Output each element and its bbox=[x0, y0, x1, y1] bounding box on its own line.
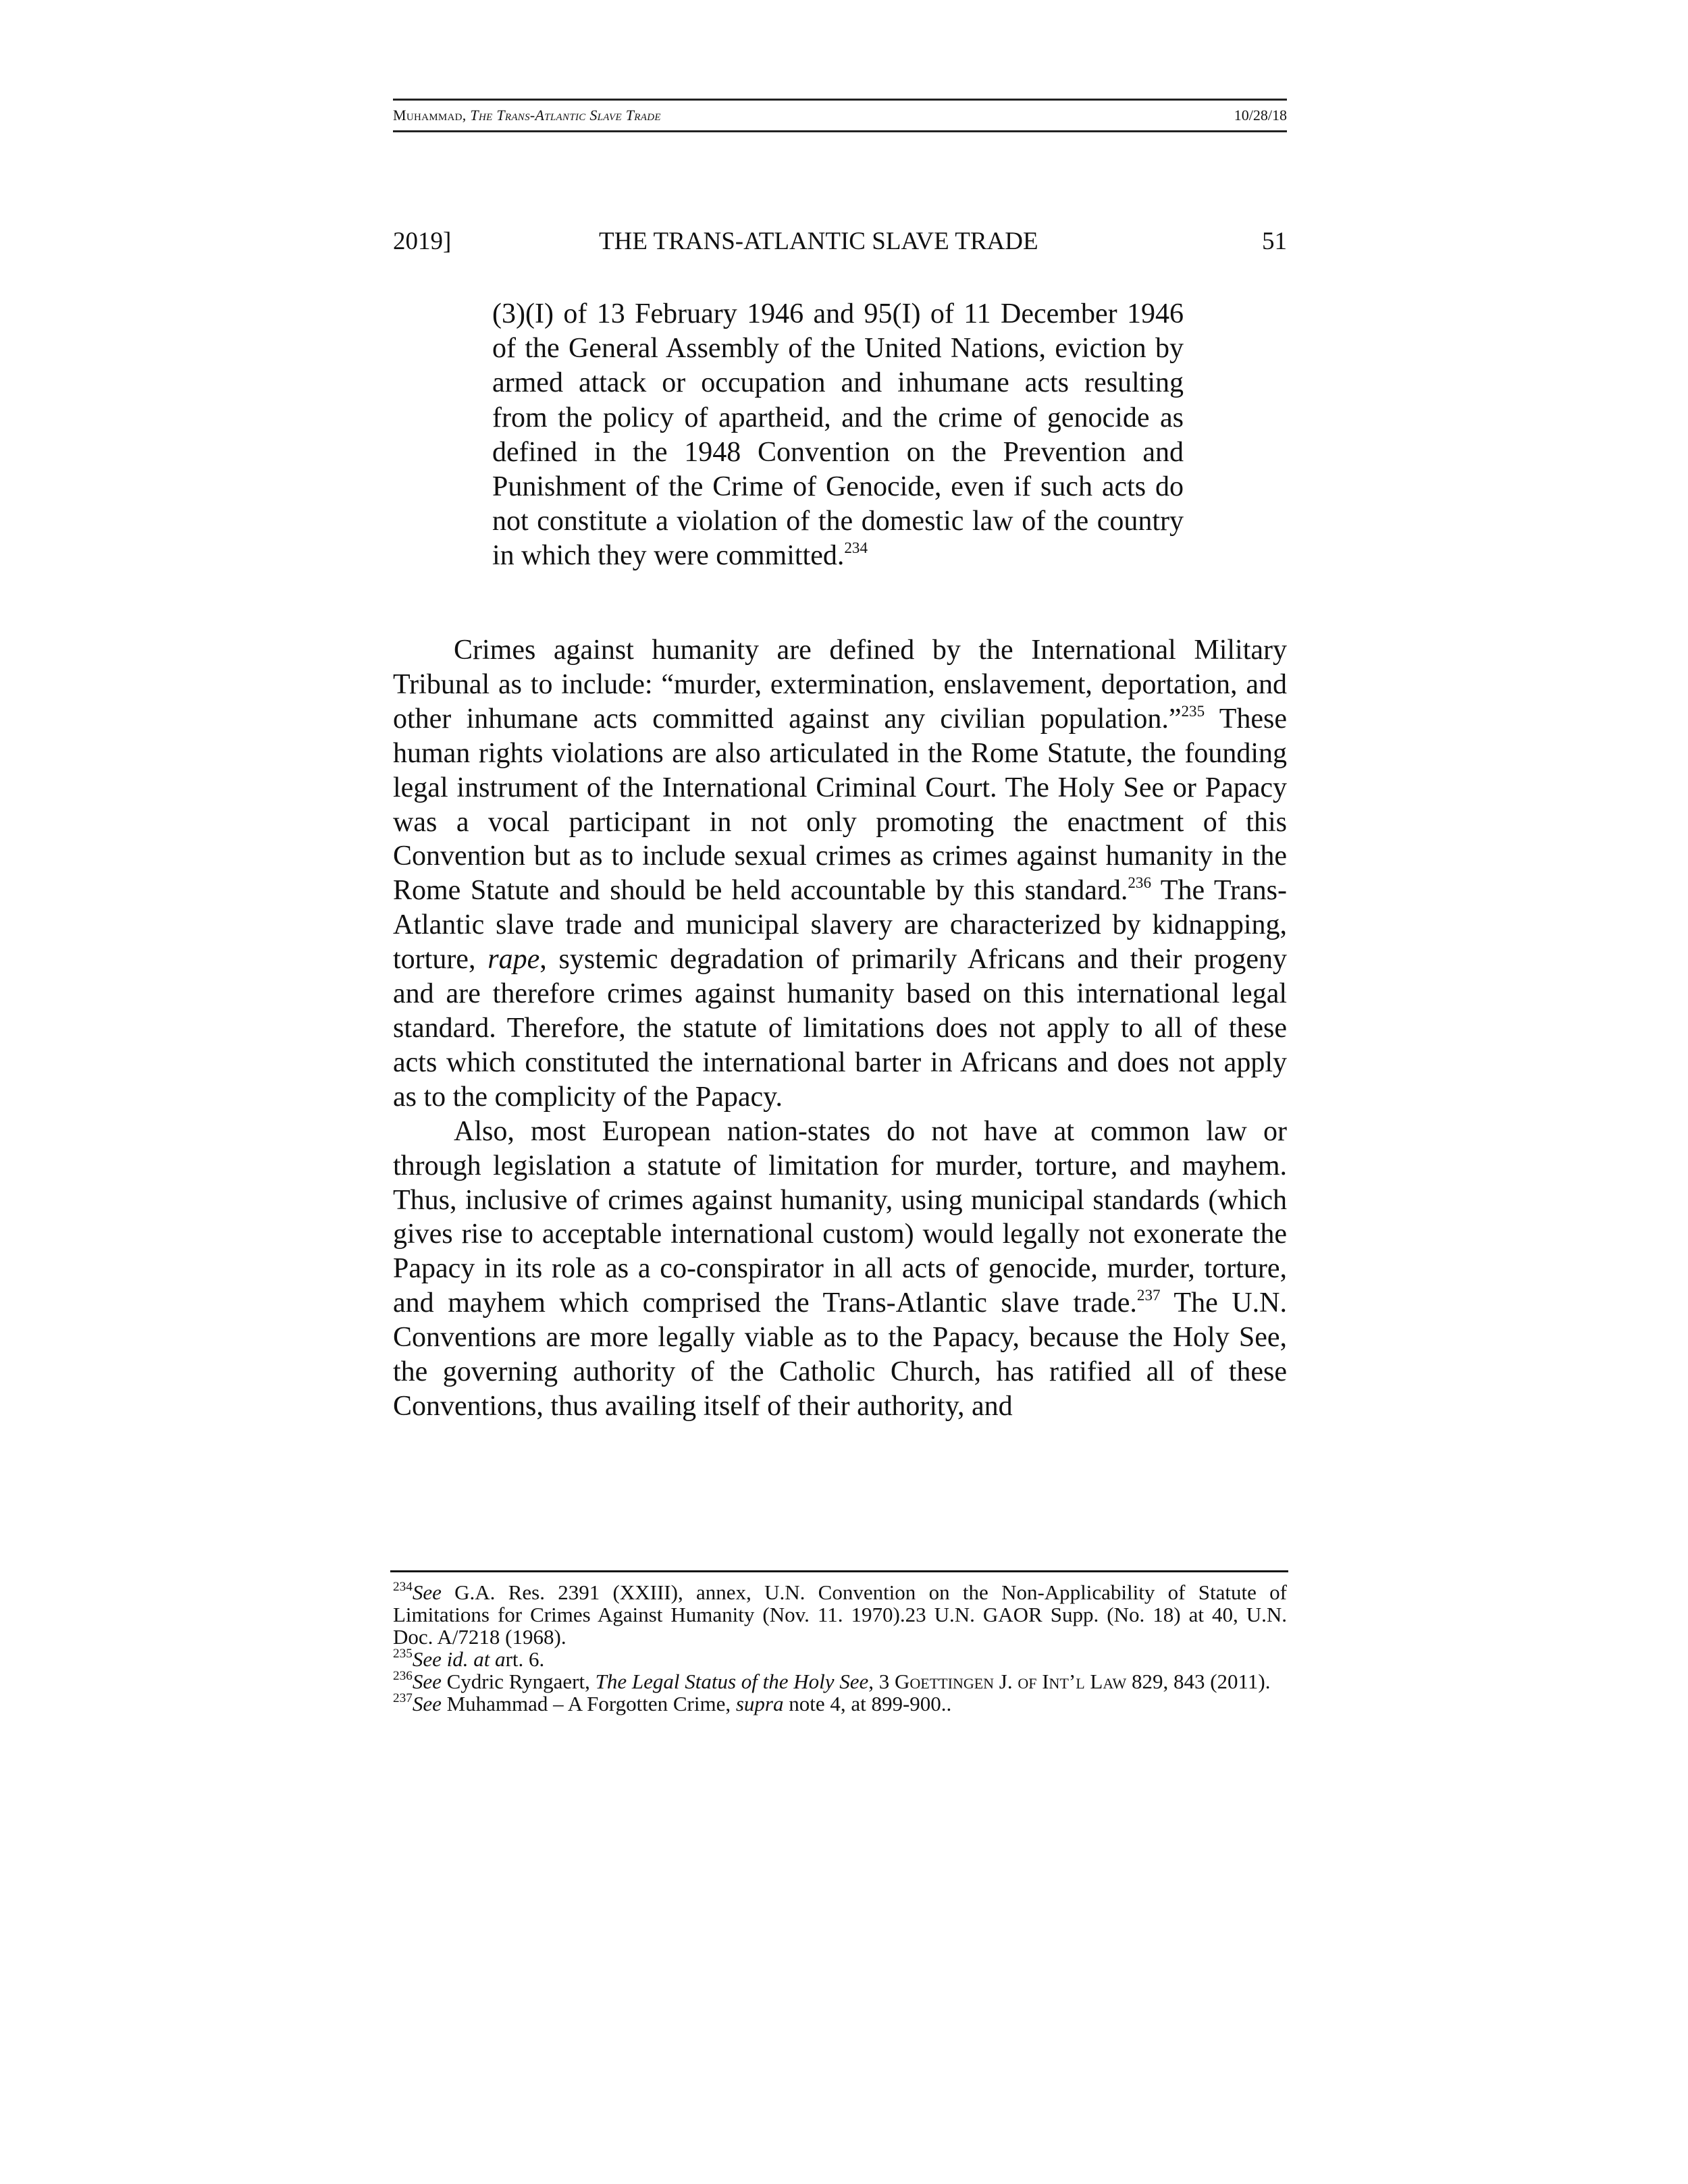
paragraph-1: Crimes against humanity are defined by the International Military Tribunal as to include: “murder, extermination, enslavement, deportation, and other inhumane acts committed against any civilian population.”$^{235}$ These human rights violations are also articulated in the Rome Statute, the founding legal instrument of the International Criminal Court. The Holy See or Papacy was a vocal participant in not only promoting the enactment of this Convention but as to include sexual crimes as crimes against humanity in the Rome Statute and should be held accountable by this standard.$^{236}$ The Trans-Atlantic slave trade and municipal slavery are characterized by kidnapping, torture, rape, systemic degradation of primarily Africans and their progeny and are therefore crimes against humanity based on this international legal standard. Therefore, the statute of limitations does not apply to all of these acts which constituted the international barter in Africans and does not apply as to the complicity of the Papacy. bbox=[393, 635, 1287, 1113]
block-quote: (3)(I) of 13 February 1946 and 95(I) of 11 December 1946 of the General Assembly of the United Nations, eviction by armed attack or occupation and inhumane acts resulting from the policy of apartheid, and the crime of genocide as defined in the 1948 Convention on the Prevention and Punishment of the Crime of Genocide, even if such acts do not constitute a violation of the domestic law of the country in which they were committed.$^{234}$ bbox=[492, 298, 1184, 572]
body-text bbox=[393, 633, 1287, 1424]
running-head-date: 10/28/18 bbox=[1234, 107, 1287, 124]
footnote-ref-234[interactable]: 234 bbox=[844, 539, 868, 557]
footnotes bbox=[393, 1581, 1287, 1715]
footnote-ref-237[interactable]: 237 bbox=[1136, 1285, 1161, 1304]
footnote-ref-236[interactable]: 236 bbox=[1128, 874, 1152, 892]
running-head-author: Muhammad, The Trans-Atlantic Slave Trade bbox=[393, 107, 661, 124]
page-number: 51 bbox=[1262, 228, 1287, 255]
header-year: 2019] bbox=[393, 228, 452, 255]
footnote-236: $^{236}$See Cydric Ryngaert, The Legal Status of the Holy See, 3 Goettingen J. of Int’l Law 829, 843 (2011). bbox=[393, 1668, 1271, 1693]
footnote-ref-235[interactable]: 235 bbox=[1181, 701, 1205, 720]
running-head bbox=[393, 99, 1287, 132]
header-title: THE TRANS-ATLANTIC SLAVE TRADE bbox=[599, 228, 1038, 255]
footnote-divider bbox=[390, 1570, 1288, 1572]
footnote-235: $^{235}$See id. at art. 6. bbox=[393, 1646, 545, 1671]
running-head-title: The Trans-Atlantic Slave Trade bbox=[470, 107, 661, 124]
page-header bbox=[393, 227, 1287, 256]
footnote-237: $^{237}$See Muhammad – A Forgotten Crime, supra note 4, at 899-900.. bbox=[393, 1690, 952, 1715]
paragraph-2: Also, most European nation-states do not have at common law or through legislation a statute of limitation for murder, torture, and mayhem. Thus, inclusive of crimes against humanity, using municipal standards (which gives rise to acceptable international custom) would legally not exonerate the Papacy in its role as a co-conspirator in all acts of genocide, murder, torture, and mayhem which comprised the Trans-Atlantic slave trade.$^{237}$ The U.N. Conventions are more legally viable as to the Papacy, because the Holy See, the governing authority of the Catholic Church, has ratified all of these Conventions, thus availing itself of their authority, and bbox=[393, 1115, 1288, 1422]
footnote-234: $^{234}$See G.A. Res. 2391 (XXIII), annex, U.N. Convention on the Non-Applicability of Statute of Limitations for Crimes Against Humanity (Nov. 11. 1970).23 U.N. GAOR Supp. (No. 18) at 40, U.N. Doc. A/7218 (1968). bbox=[393, 1579, 1287, 1649]
